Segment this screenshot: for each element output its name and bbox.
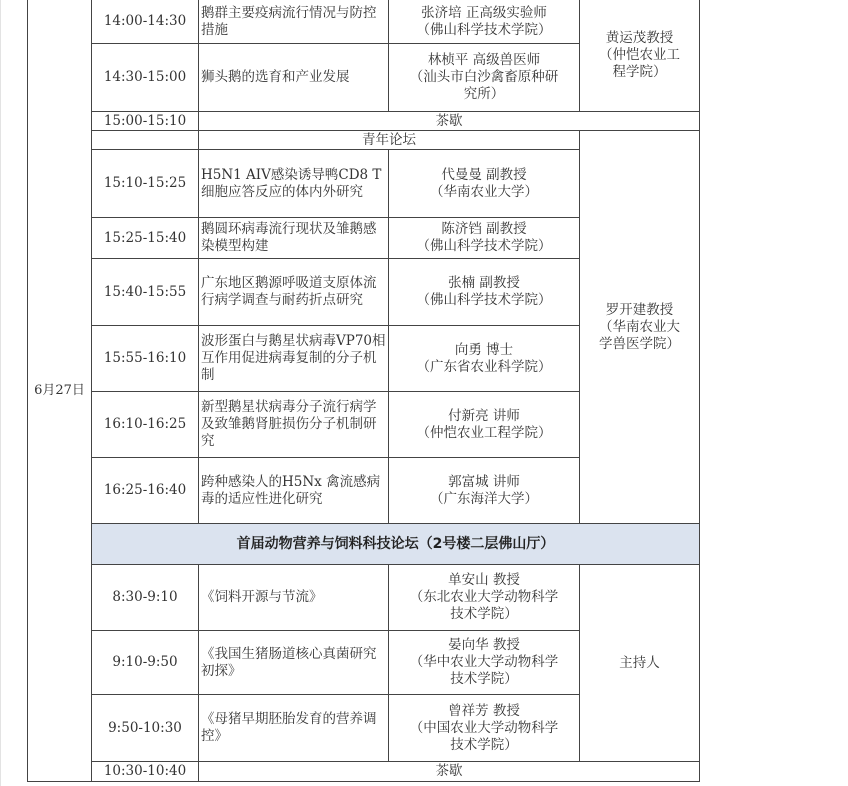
topic-cell: 鹅圆环病毒流行现状及雏鹅感染模型构建 xyxy=(199,218,389,259)
time-cell: 15:40-15:55 xyxy=(92,259,199,326)
speaker-name: 张楠 副教授 xyxy=(448,275,520,291)
time-cell: 15:00-15:10 xyxy=(92,112,199,131)
speaker-name: 曾祥芳 教授 xyxy=(448,702,520,719)
topic-cell: 广东地区鹅源呼吸道支原体流行病学调查与耐药折点研究 xyxy=(199,259,389,326)
speaker-cell xyxy=(389,0,580,44)
speaker-affiliation: （佛山科学技术学院） xyxy=(416,238,552,254)
host-name: 黄运茂教授 xyxy=(605,30,674,46)
speaker-name: 代曼曼 副教授 xyxy=(441,166,527,183)
topic-cell: 跨种感染人的H5Nx 禽流感病毒的适应性进化研究 xyxy=(199,458,389,524)
page-left-rule xyxy=(0,0,1,786)
speaker-affiliation: （佛山科学技术学院） xyxy=(416,21,552,38)
topic-cell: H5N1 AIV感染诱导鸭CD8 T细胞应答反应的体内外研究 xyxy=(199,150,389,218)
speaker-name: 单安山 教授 xyxy=(448,572,520,588)
table-row xyxy=(28,112,700,131)
table-row xyxy=(28,0,700,44)
speaker-affiliation: 技术学院） xyxy=(450,606,518,622)
table-row xyxy=(28,565,700,631)
speaker-affiliation: （中国农业大学动物科学 xyxy=(409,719,559,736)
table-row xyxy=(28,524,700,565)
host-affiliation-line: 学兽医学院） xyxy=(599,335,680,352)
time-cell: 15:25-15:40 xyxy=(92,218,199,259)
time-cell: 14:30-15:00 xyxy=(92,44,199,112)
speaker-name: 张济培 正高级实验师 xyxy=(421,4,547,21)
topic-cell: 新型鹅星状病毒分子流行病学及致雏鹅肾脏损伤分子机制研究 xyxy=(199,392,389,458)
speaker-affiliation: （广东海洋大学） xyxy=(430,490,538,507)
speaker-cell xyxy=(389,631,580,695)
speaker-affiliation: 技术学院） xyxy=(450,736,518,753)
table-row xyxy=(28,131,700,150)
table-row xyxy=(28,762,700,782)
time-cell: 16:10-16:25 xyxy=(92,392,199,458)
speaker-affiliation: （东北农业大学动物科学 xyxy=(409,589,559,605)
time-cell: 14:00-14:30 xyxy=(92,0,199,44)
speaker-affiliation: （华南农业大学） xyxy=(430,183,538,200)
time-cell: 16:25-16:40 xyxy=(92,458,199,524)
host-name: 罗开建教授 xyxy=(605,301,674,318)
speaker-affiliation: （华中农业大学动物科学 xyxy=(409,654,559,670)
topic-cell: 狮头鹅的选育和产业发展 xyxy=(199,44,389,112)
host-cell: 主持人 xyxy=(580,565,700,762)
topic-cell: 《我国生猪肠道核心真菌研究初探》 xyxy=(199,631,389,695)
speaker-affiliation: （仲恺农业工程学院） xyxy=(416,424,552,441)
speaker-affiliation: （佛山科学技术学院） xyxy=(416,292,552,308)
youth-forum-label: 青年论坛 xyxy=(199,131,580,150)
speaker-cell xyxy=(389,150,580,218)
time-cell: 15:10-15:25 xyxy=(92,150,199,218)
host-affiliation-line: 程学院） xyxy=(612,64,667,80)
host-affiliation-line: （华南农业大 xyxy=(599,318,680,335)
time-cell xyxy=(92,131,199,150)
topic-cell: 《饲料开源与节流》 xyxy=(199,565,389,631)
speaker-cell xyxy=(389,44,580,112)
topic-cell: 鹅群主要疫病流行情况与防控措施 xyxy=(199,0,389,44)
host-cell xyxy=(580,131,700,524)
topic-cell: 《母猪早期胚胎发育的营养调控》 xyxy=(199,695,389,762)
speaker-cell xyxy=(389,458,580,524)
host-cell xyxy=(580,0,700,112)
speaker-affiliation: （汕头市白沙禽畜原种研 xyxy=(409,69,559,85)
time-cell: 10:30-10:40 xyxy=(92,762,199,782)
speaker-name: 陈济铛 副教授 xyxy=(441,221,527,237)
time-cell: 8:30-9:10 xyxy=(92,565,199,631)
topic-cell: 波形蛋白与鹅星状病毒VP70相互作用促进病毒复制的分子机制 xyxy=(199,326,389,392)
time-cell: 9:50-10:30 xyxy=(92,695,199,762)
speaker-name: 付新亮 讲师 xyxy=(448,407,520,424)
schedule-table xyxy=(27,0,700,782)
tea-break-label: 茶歇 xyxy=(199,762,700,782)
forum-header: 首届动物营养与饲料科技论坛（2号楼二层佛山厅） xyxy=(92,524,700,565)
speaker-name: 向勇 博士 xyxy=(454,341,514,358)
speaker-cell xyxy=(389,392,580,458)
tea-break-label: 茶歇 xyxy=(199,112,700,131)
speaker-name: 郭富城 讲师 xyxy=(448,473,520,490)
speaker-name: 林桢平 高级兽医师 xyxy=(427,52,541,68)
speaker-cell xyxy=(389,259,580,326)
speaker-affiliation: （广东省农业科学院） xyxy=(416,358,552,375)
date-cell: 6月27日 xyxy=(28,0,92,782)
speaker-name: 晏向华 教授 xyxy=(448,637,520,653)
speaker-cell xyxy=(389,565,580,631)
speaker-affiliation: 究所） xyxy=(463,86,505,102)
speaker-affiliation: 技术学院） xyxy=(450,671,518,687)
host-affiliation-line: （仲恺农业工 xyxy=(599,47,680,63)
speaker-cell xyxy=(389,326,580,392)
time-cell: 15:55-16:10 xyxy=(92,326,199,392)
speaker-cell xyxy=(389,695,580,762)
time-cell: 9:10-9:50 xyxy=(92,631,199,695)
speaker-cell xyxy=(389,218,580,259)
